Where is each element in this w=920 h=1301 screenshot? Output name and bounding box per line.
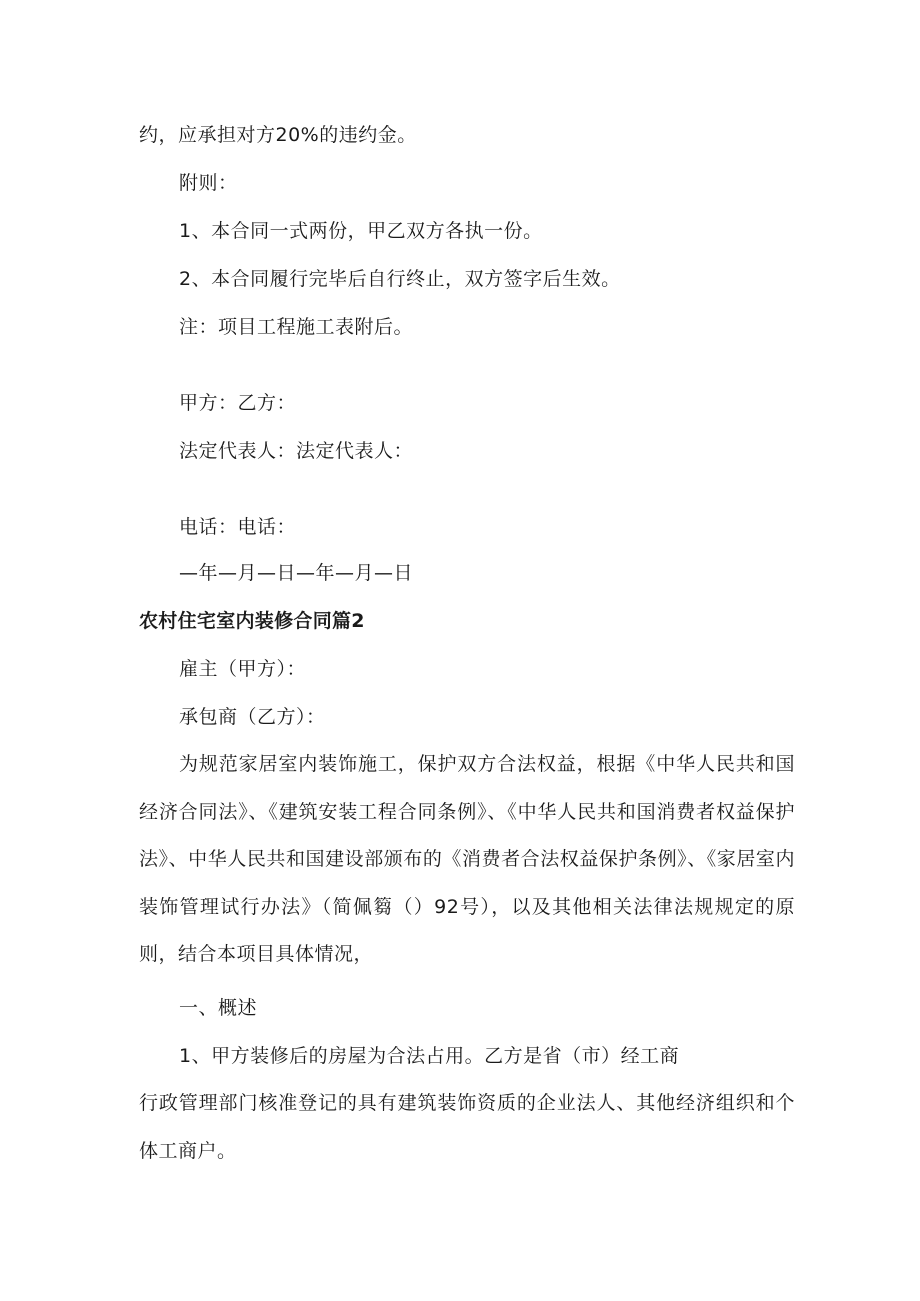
text-line: 约，应承担对方20%的违约金。 <box>139 124 417 146</box>
overview-item: 1、甲方装修后的房屋为合法占用。乙方是省（市）经工商 <box>179 1045 680 1067</box>
note-line: 注：项目工程施工表附后。 <box>179 316 414 338</box>
appendix-item: 2、本合同履行完毕后自行终止，双方签字后生效。 <box>179 268 621 290</box>
appendix-item: 1、本合同一式两份，甲乙双方各执一份。 <box>179 220 543 242</box>
contractor-line: 承包商（乙方）： <box>179 706 326 728</box>
signature-dates: —年—月—日—年—月—日 <box>179 562 414 584</box>
signature-parties: 甲方：乙方： <box>179 392 297 414</box>
appendix-heading: 附则： <box>179 172 238 194</box>
section-title: 农村住宅室内装修合同篇2 <box>139 610 365 632</box>
employer-line: 雇主（甲方）： <box>179 658 307 680</box>
overview-item-continuation: 行政管理部门核准登记的具有建筑装饰资质的企业法人、其他经济组织和个体工商户。 <box>139 1092 795 1162</box>
signature-phones: 电话：电话： <box>179 516 297 538</box>
intro-paragraph: 为规范家居室内装饰施工，保护双方合法权益，根据《中华人民共和国经济合同法》、《建筑安装工程合同条例》、《中华人民共和国消费者权益保护法》、中华人民共和国建设部颁布的《消费者合法权益保护条例》、《家居室内装饰管理试行办法》（简佩篘（）92号），以及其他相关法律法规规定的原则，结合本项目具体情况， <box>139 753 795 965</box>
signature-representatives: 法定代表人：法定代表人： <box>179 440 414 462</box>
overview-heading: 一、概述 <box>179 997 258 1019</box>
